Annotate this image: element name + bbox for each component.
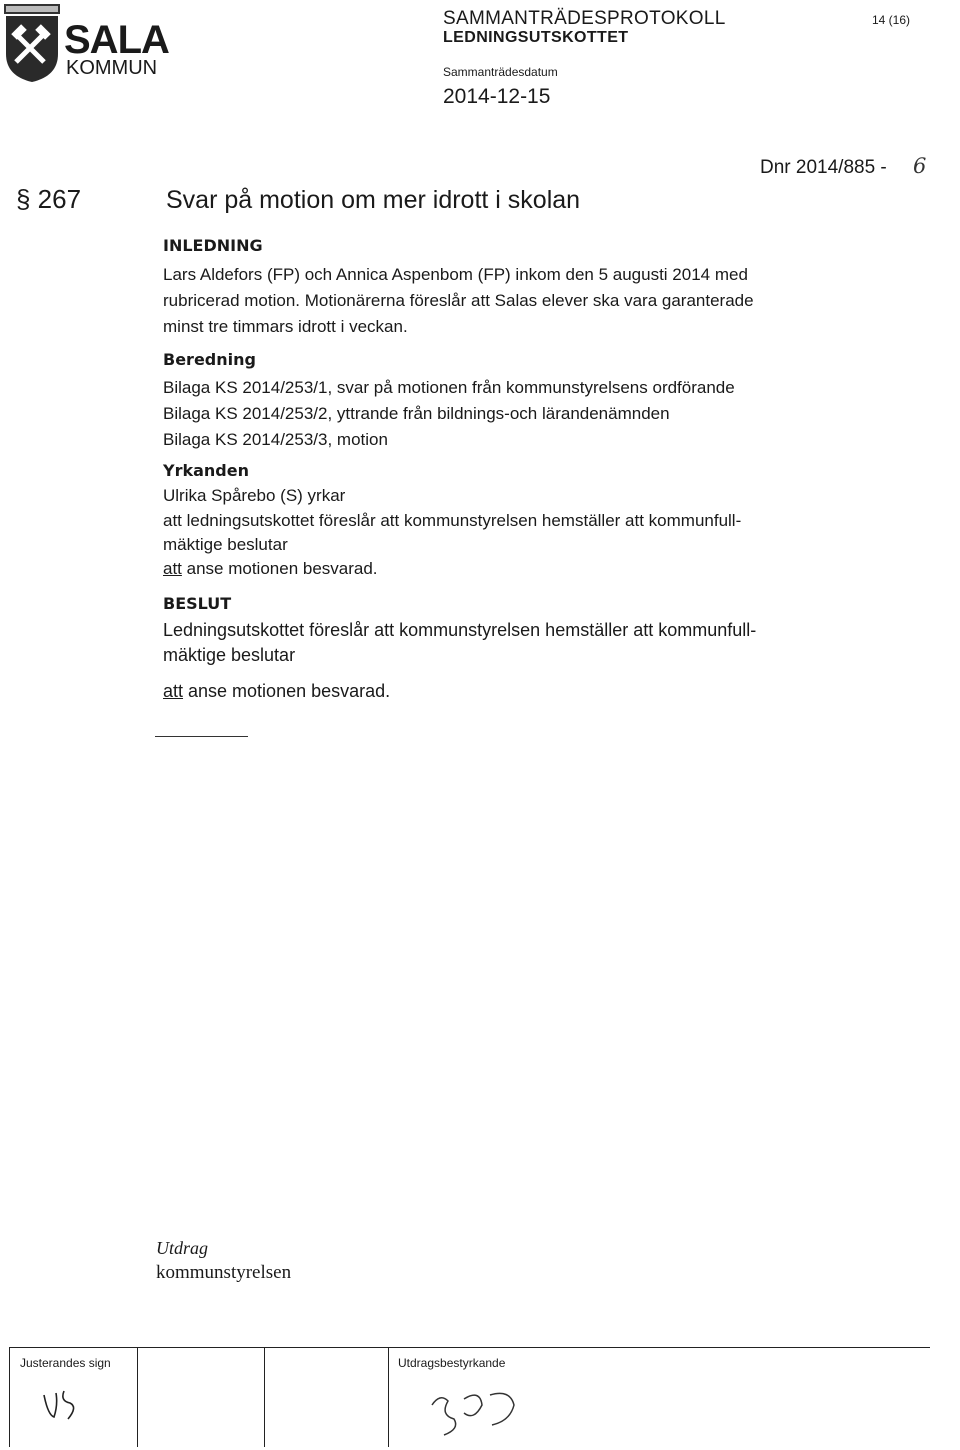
inledning-heading: INLEDNING — [163, 236, 263, 255]
inledning-line: minst tre timmars idrott i veckan. — [163, 317, 408, 336]
beslut-heading: BESLUT — [163, 594, 232, 613]
meeting-date: 2014-12-15 — [443, 85, 551, 108]
yrkanden-line: Ulrika Spårebo (S) yrkar — [163, 486, 346, 505]
att-word: att — [163, 559, 182, 578]
inledning-line: rubricerad motion. Motionärerna föreslår att Salas elever ska vara garanterade — [163, 291, 754, 310]
signature-divider — [137, 1347, 138, 1447]
beredning-line: Bilaga KS 2014/253/2, yttrande från bildnings-och lärandenämnden — [163, 404, 670, 423]
beslut-line: Ledningsutskottet föreslår att kommunstyrelsen hemställer att kommunfull- — [163, 620, 757, 640]
handwritten-initials — [40, 1385, 90, 1430]
utdragsbestyrkande-label: Utdragsbestyrkande — [398, 1356, 506, 1370]
municipal-crest — [4, 4, 64, 84]
inledning-line: Lars Aldefors (FP) och Annica Aspenbom (FP) inkom den 5 augusti 2014 med — [163, 265, 748, 284]
meeting-date-label: Sammanträdesdatum — [443, 65, 558, 79]
document-type: SAMMANTRÄDESPROTOKOLL — [443, 8, 726, 29]
committee-name: LEDNINGSUTSKOTTET — [443, 29, 629, 46]
yrkanden-line: att ledningsutskottet föreslår att kommunstyrelsen hemställer att kommunfull- — [163, 511, 742, 530]
yrkanden-heading: Yrkanden — [163, 461, 249, 480]
yrkanden-att-line — [163, 559, 378, 579]
signature-divider — [388, 1347, 389, 1447]
beslut-att-line — [163, 681, 390, 702]
att-rest: anse motionen besvarad. — [181, 559, 378, 578]
logo-name: SALA — [64, 18, 169, 62]
logo-sub: KOMMUN — [66, 57, 158, 79]
justerandes-sign-label: Justerandes sign — [20, 1356, 111, 1370]
handwritten-initials — [420, 1385, 530, 1450]
paragraph-number: § 267 — [16, 184, 82, 214]
att-rest: anse motionen besvarad. — [183, 681, 391, 701]
yrkanden-line: mäktige beslutar — [163, 535, 288, 554]
case-number-handwritten: 6 — [913, 154, 927, 178]
case-title: Svar på motion om mer idrott i skolan — [166, 186, 581, 214]
signature-divider — [264, 1347, 265, 1447]
beredning-line: Bilaga KS 2014/253/3, motion — [163, 430, 388, 449]
page-number: 14 (16) — [872, 13, 911, 27]
att-word: att — [163, 681, 184, 701]
signature-divider — [9, 1347, 10, 1447]
beredning-line: Bilaga KS 2014/253/1, svar på motionen från kommunstyrelsens ordförande — [163, 378, 735, 397]
case-number: Dnr 2014/885 - — [760, 157, 887, 178]
utdrag-recipient: kommunstyrelsen — [156, 1262, 292, 1283]
beslut-line: mäktige beslutar — [163, 645, 296, 665]
utdrag-label: Utdrag — [156, 1238, 209, 1258]
beredning-heading: Beredning — [163, 350, 256, 369]
divider — [155, 736, 248, 737]
